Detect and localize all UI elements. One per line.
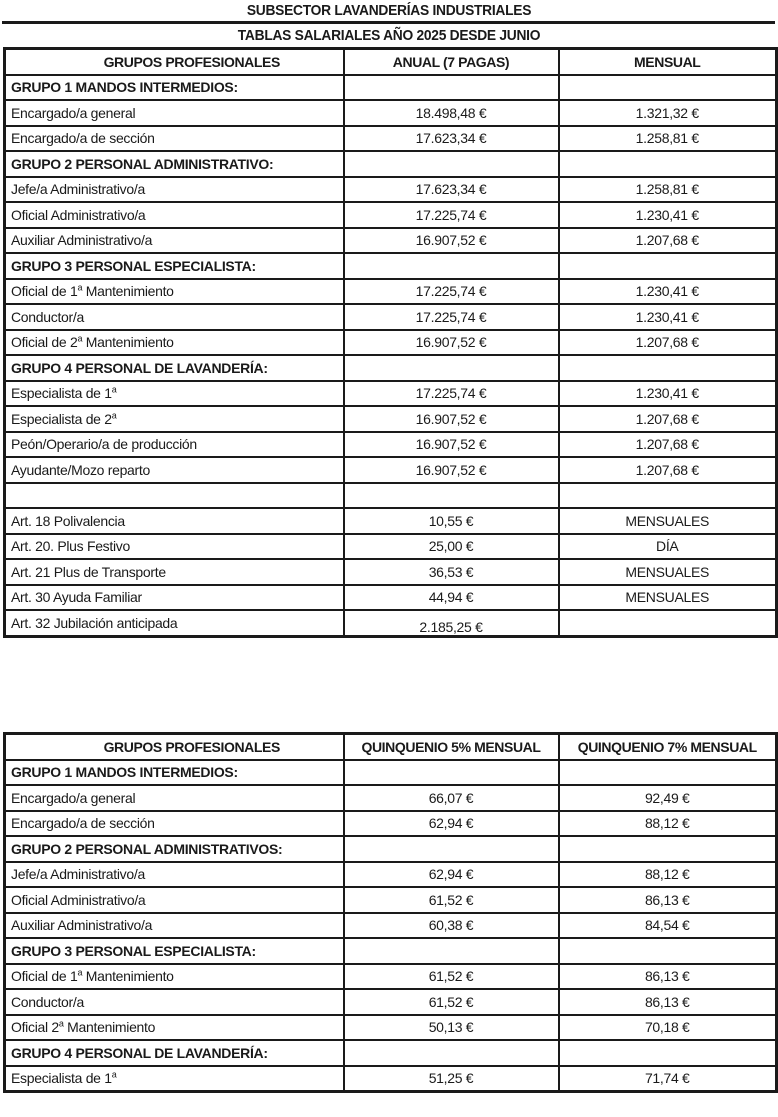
cell-mensual-text: MENSUALES	[625, 589, 710, 606]
cell-grupo-text: GRUPO 2 PERSONAL ADMINISTRATIVOS:	[11, 840, 283, 857]
table-row	[5, 381, 777, 407]
cell-grupo-text: Especialista de 2$^a$	[11, 410, 117, 427]
cell-mensual	[559, 483, 777, 509]
cell-grupo-text: GRUPO 3 PERSONAL ESPECIALISTA:	[11, 257, 256, 274]
cell-quinquenio-5-text: 60,38 €	[428, 917, 474, 934]
table-row	[5, 279, 777, 305]
quinquenio-table	[3, 732, 778, 1093]
cell-anual	[344, 202, 559, 228]
ordinal-indicator: a	[111, 410, 117, 421]
cell-grupo-text: Conductor/a	[11, 993, 84, 1010]
cell-anual	[344, 330, 559, 356]
table-row	[5, 304, 777, 330]
cell-grupo	[5, 483, 344, 509]
cell-grupo	[5, 1066, 344, 1092]
cell-grupo-text: Conductor/a	[11, 308, 84, 325]
cell-mensual	[559, 279, 777, 305]
cell-grupo-text: Art. 20. Plus Festivo	[11, 538, 130, 555]
column-header-quinquenio-7: QUINQUENIO 7% MENSUAL	[559, 734, 777, 760]
table-row	[5, 330, 777, 356]
cell-mensual	[559, 559, 777, 585]
cell-anual	[344, 75, 559, 101]
group-header-row	[5, 355, 777, 381]
cell-quinquenio-5	[344, 1066, 559, 1092]
cell-quinquenio-5	[344, 760, 559, 786]
cell-mensual-text: 1.207,68 €	[635, 410, 699, 427]
cell-quinquenio-5	[344, 887, 559, 913]
cell-quinquenio-7-text: 86,13 €	[644, 993, 690, 1010]
table-row	[5, 989, 777, 1015]
cell-quinquenio-7	[559, 836, 777, 862]
cell-mensual-text: 1.230,41 €	[635, 308, 699, 325]
cell-quinquenio-7	[559, 989, 777, 1015]
cell-quinquenio-7	[559, 1040, 777, 1066]
cell-mensual-text: 1.207,68 €	[635, 461, 699, 478]
cell-anual	[344, 228, 559, 254]
table-row	[5, 811, 777, 837]
ordinal-indicator: a	[111, 384, 117, 395]
cell-grupo	[5, 811, 344, 837]
cell-grupo-text: Encargado/a de sección	[11, 130, 155, 147]
group-header-row	[5, 151, 777, 177]
table-row	[5, 508, 777, 534]
cell-quinquenio-7-text: 88,12 €	[644, 866, 690, 883]
cell-grupo-text: Jefe/a Administrativo/a	[11, 866, 145, 883]
document-title: SUBSECTOR LAVANDERÍAS INDUSTRIALES	[246, 2, 532, 19]
column-header-grupos: GRUPOS PROFESIONALES	[5, 49, 344, 75]
table-row	[5, 202, 777, 228]
table-row	[5, 432, 777, 458]
cell-mensual	[559, 151, 777, 177]
cell-grupo	[5, 381, 344, 407]
cell-grupo	[5, 202, 344, 228]
cell-mensual	[559, 100, 777, 126]
cell-quinquenio-5-text: 66,07 €	[428, 789, 474, 806]
cell-grupo	[5, 1040, 344, 1066]
cell-mensual	[559, 304, 777, 330]
table-row	[5, 1066, 777, 1092]
column-header-grupos: GRUPOS PROFESIONALES	[5, 734, 344, 760]
cell-mensual	[559, 126, 777, 152]
table-row	[5, 177, 777, 203]
cell-grupo	[5, 126, 344, 152]
table-row	[5, 100, 777, 126]
cell-mensual	[559, 202, 777, 228]
cell-grupo	[5, 279, 344, 305]
cell-grupo	[5, 228, 344, 254]
cell-grupo	[5, 253, 344, 279]
cell-grupo-text: Encargado/a de sección	[11, 815, 155, 832]
cell-grupo-text: GRUPO 4 PERSONAL DE LAVANDERÍA:	[11, 359, 268, 376]
cell-anual	[344, 100, 559, 126]
cell-quinquenio-5-text: 61,52 €	[428, 993, 474, 1010]
cell-grupo-text: Oficial Administrativo/a	[11, 206, 146, 223]
blank-row	[5, 483, 777, 509]
cell-anual	[344, 304, 559, 330]
table-header-row	[5, 734, 777, 760]
cell-grupo-text: Art. 21 Plus de Transporte	[11, 563, 166, 580]
table-header-row	[5, 49, 777, 75]
cell-anual-text: 17.225,74 €	[415, 385, 487, 402]
cell-grupo	[5, 836, 344, 862]
cell-grupo	[5, 100, 344, 126]
cell-anual-text: 10,55 €	[428, 512, 474, 529]
cell-anual-text: 44,94 €	[428, 589, 474, 606]
cell-grupo	[5, 406, 344, 432]
ordinal-indicator: a	[111, 1069, 117, 1080]
table-row	[5, 228, 777, 254]
cell-mensual	[559, 534, 777, 560]
cell-mensual-text: DÍA	[656, 538, 679, 555]
cell-quinquenio-7	[559, 887, 777, 913]
cell-quinquenio-7	[559, 760, 777, 786]
cell-anual-text: 25,00 €	[428, 538, 474, 555]
cell-anual-text: 2.185,25 €	[419, 618, 483, 635]
cell-anual-text: 36,53 €	[428, 563, 474, 580]
title-divider	[2, 21, 775, 24]
table-row	[5, 1015, 777, 1041]
cell-mensual	[559, 508, 777, 534]
cell-grupo-text: Oficial Administrativo/a	[11, 891, 146, 908]
cell-quinquenio-5-text: 62,94 €	[428, 815, 474, 832]
column-header-anual: ANUAL (7 PAGAS)	[344, 49, 559, 75]
cell-grupo-text: Oficial 2$^a$ Mantenimiento	[11, 1018, 156, 1036]
cell-grupo-text: Peón/Operario/a de producción	[11, 436, 197, 453]
cell-quinquenio-5	[344, 836, 559, 862]
cell-mensual-text: 1.230,41 €	[635, 385, 699, 402]
cell-quinquenio-5	[344, 811, 559, 837]
group-header-row	[5, 938, 777, 964]
salary-table	[3, 47, 778, 638]
cell-quinquenio-5-text: 62,94 €	[428, 866, 474, 883]
table-row	[5, 785, 777, 811]
cell-mensual	[559, 228, 777, 254]
cell-grupo-text: Oficial de 2$^a$ Mantenimiento	[11, 333, 174, 351]
cell-quinquenio-7-text: 84,54 €	[644, 917, 690, 934]
cell-grupo-text: Art. 18 Polivalencia	[11, 512, 125, 529]
column-header-mensual: MENSUAL	[559, 49, 777, 75]
cell-quinquenio-7-text: 88,12 €	[644, 815, 690, 832]
cell-quinquenio-7-text: 86,13 €	[644, 968, 690, 985]
cell-quinquenio-7	[559, 1066, 777, 1092]
table-row	[5, 457, 777, 483]
cell-anual-text: 17.225,74 €	[415, 283, 487, 300]
cell-anual	[344, 534, 559, 560]
table-row	[5, 406, 777, 432]
cell-quinquenio-5-text: 50,13 €	[428, 1019, 474, 1036]
cell-anual	[344, 483, 559, 509]
cell-quinquenio-5	[344, 862, 559, 888]
cell-mensual	[559, 355, 777, 381]
cell-grupo	[5, 177, 344, 203]
cell-grupo-text: Auxiliar Administrativo/a	[11, 917, 153, 934]
cell-grupo-text: Oficial de 1$^a$ Mantenimiento	[11, 967, 174, 985]
cell-grupo-text: GRUPO 1 MANDOS INTERMEDIOS:	[11, 79, 238, 96]
table-row	[5, 559, 777, 585]
cell-quinquenio-5-text: 51,25 €	[428, 1070, 474, 1087]
cell-mensual-text: 1.321,32 €	[635, 104, 699, 121]
cell-anual	[344, 406, 559, 432]
cell-quinquenio-7	[559, 862, 777, 888]
cell-mensual-text: 1.207,68 €	[635, 232, 699, 249]
cell-anual	[344, 585, 559, 611]
cell-grupo	[5, 330, 344, 356]
cell-anual	[344, 559, 559, 585]
cell-grupo	[5, 989, 344, 1015]
table-row	[5, 610, 777, 636]
cell-quinquenio-7-text: 70,18 €	[644, 1019, 690, 1036]
cell-anual	[344, 151, 559, 177]
cell-mensual	[559, 177, 777, 203]
cell-grupo-text: Jefe/a Administrativo/a	[11, 181, 145, 198]
cell-anual-text: 16.907,52 €	[415, 436, 487, 453]
cell-quinquenio-7	[559, 938, 777, 964]
cell-quinquenio-7	[559, 811, 777, 837]
cell-grupo-text: Art. 30 Ayuda Familiar	[11, 589, 142, 606]
cell-quinquenio-7	[559, 964, 777, 990]
cell-mensual-text: MENSUALES	[625, 512, 710, 529]
ordinal-indicator: a	[58, 1018, 64, 1029]
cell-quinquenio-5	[344, 785, 559, 811]
cell-quinquenio-7	[559, 913, 777, 939]
cell-mensual	[559, 253, 777, 279]
cell-quinquenio-5	[344, 1040, 559, 1066]
cell-grupo-text: Auxiliar Administrativo/a	[11, 232, 153, 249]
cell-grupo-text: Oficial de 1$^a$ Mantenimiento	[11, 282, 174, 300]
table-row	[5, 964, 777, 990]
cell-grupo-text: GRUPO 3 PERSONAL ESPECIALISTA:	[11, 942, 256, 959]
table-row	[5, 862, 777, 888]
cell-grupo	[5, 432, 344, 458]
table-row	[5, 534, 777, 560]
cell-quinquenio-7	[559, 1015, 777, 1041]
cell-quinquenio-7-text: 86,13 €	[644, 891, 690, 908]
cell-quinquenio-5	[344, 913, 559, 939]
cell-mensual-text: 1.230,41 €	[635, 206, 699, 223]
cell-grupo	[5, 304, 344, 330]
cell-anual-text: 18.498,48 €	[415, 104, 487, 121]
cell-anual	[344, 610, 559, 636]
cell-mensual-text: 1.258,81 €	[635, 130, 699, 147]
ordinal-indicator: a	[77, 967, 83, 978]
cell-anual	[344, 177, 559, 203]
cell-grupo-text: Encargado/a general	[11, 104, 136, 121]
cell-grupo	[5, 585, 344, 611]
cell-grupo	[5, 862, 344, 888]
cell-mensual	[559, 585, 777, 611]
cell-quinquenio-5-text: 61,52 €	[428, 968, 474, 985]
group-header-row	[5, 760, 777, 786]
cell-mensual-text: MENSUALES	[625, 563, 710, 580]
cell-anual-text: 16.907,52 €	[415, 410, 487, 427]
cell-quinquenio-7	[559, 785, 777, 811]
column-header-quinquenio-5: QUINQUENIO 5% MENSUAL	[344, 734, 559, 760]
cell-anual-text: 17.225,74 €	[415, 206, 487, 223]
table-row	[5, 585, 777, 611]
cell-anual	[344, 126, 559, 152]
table-row	[5, 913, 777, 939]
cell-grupo-text: Art. 32 Jubilación anticipada	[11, 614, 178, 631]
cell-grupo	[5, 1015, 344, 1041]
cell-grupo	[5, 151, 344, 177]
group-header-row	[5, 836, 777, 862]
cell-quinquenio-5	[344, 1015, 559, 1041]
cell-mensual	[559, 75, 777, 101]
cell-mensual	[559, 610, 777, 636]
cell-anual-text: 17.623,34 €	[415, 130, 487, 147]
ordinal-indicator: a	[77, 282, 83, 293]
cell-mensual-text: 1.207,68 €	[635, 436, 699, 453]
group-header-row	[5, 253, 777, 279]
table-row	[5, 126, 777, 152]
cell-anual-text: 17.225,74 €	[415, 308, 487, 325]
cell-anual-text: 17.623,34 €	[415, 181, 487, 198]
cell-mensual	[559, 457, 777, 483]
cell-mensual	[559, 432, 777, 458]
cell-anual-text: 16.907,52 €	[415, 334, 487, 351]
cell-grupo	[5, 964, 344, 990]
document-subtitle: TABLAS SALARIALES AÑO 2025 DESDE JUNIO	[237, 27, 541, 44]
cell-anual	[344, 432, 559, 458]
cell-grupo-text: Especialista de 1$^a$	[11, 1069, 117, 1087]
cell-grupo-text: GRUPO 1 MANDOS INTERMEDIOS:	[11, 764, 238, 781]
cell-anual-text: 16.907,52 €	[415, 461, 487, 478]
cell-quinquenio-7-text: 71,74 €	[644, 1070, 690, 1087]
group-header-row	[5, 1040, 777, 1066]
cell-grupo	[5, 610, 344, 636]
cell-grupo	[5, 785, 344, 811]
cell-quinquenio-5	[344, 938, 559, 964]
cell-quinquenio-5-text: 61,52 €	[428, 891, 474, 908]
cell-mensual-text: 1.258,81 €	[635, 181, 699, 198]
table-row	[5, 887, 777, 913]
cell-anual	[344, 508, 559, 534]
group-header-row	[5, 75, 777, 101]
cell-mensual-text: 1.230,41 €	[635, 283, 699, 300]
cell-grupo-text: Encargado/a general	[11, 789, 136, 806]
cell-grupo-text: Ayudante/Mozo reparto	[11, 461, 150, 478]
cell-quinquenio-5	[344, 989, 559, 1015]
cell-grupo	[5, 938, 344, 964]
cell-grupo-text: Especialista de 1$^a$	[11, 384, 117, 402]
cell-mensual-text: 1.207,68 €	[635, 334, 699, 351]
cell-anual	[344, 279, 559, 305]
cell-anual	[344, 253, 559, 279]
cell-mensual	[559, 381, 777, 407]
cell-grupo	[5, 457, 344, 483]
cell-quinquenio-7-text: 92,49 €	[644, 789, 690, 806]
cell-grupo	[5, 534, 344, 560]
cell-anual	[344, 457, 559, 483]
cell-anual	[344, 381, 559, 407]
cell-grupo	[5, 355, 344, 381]
cell-anual	[344, 355, 559, 381]
cell-mensual	[559, 406, 777, 432]
cell-grupo-text: GRUPO 4 PERSONAL DE LAVANDERÍA:	[11, 1044, 268, 1061]
cell-grupo	[5, 760, 344, 786]
cell-grupo	[5, 913, 344, 939]
cell-grupo-text: GRUPO 2 PERSONAL ADMINISTRATIVO:	[11, 155, 274, 172]
cell-mensual	[559, 330, 777, 356]
cell-anual-text: 16.907,52 €	[415, 232, 487, 249]
ordinal-indicator: a	[77, 333, 83, 344]
cell-grupo	[5, 887, 344, 913]
cell-grupo	[5, 559, 344, 585]
cell-grupo	[5, 75, 344, 101]
cell-grupo	[5, 508, 344, 534]
cell-quinquenio-5	[344, 964, 559, 990]
